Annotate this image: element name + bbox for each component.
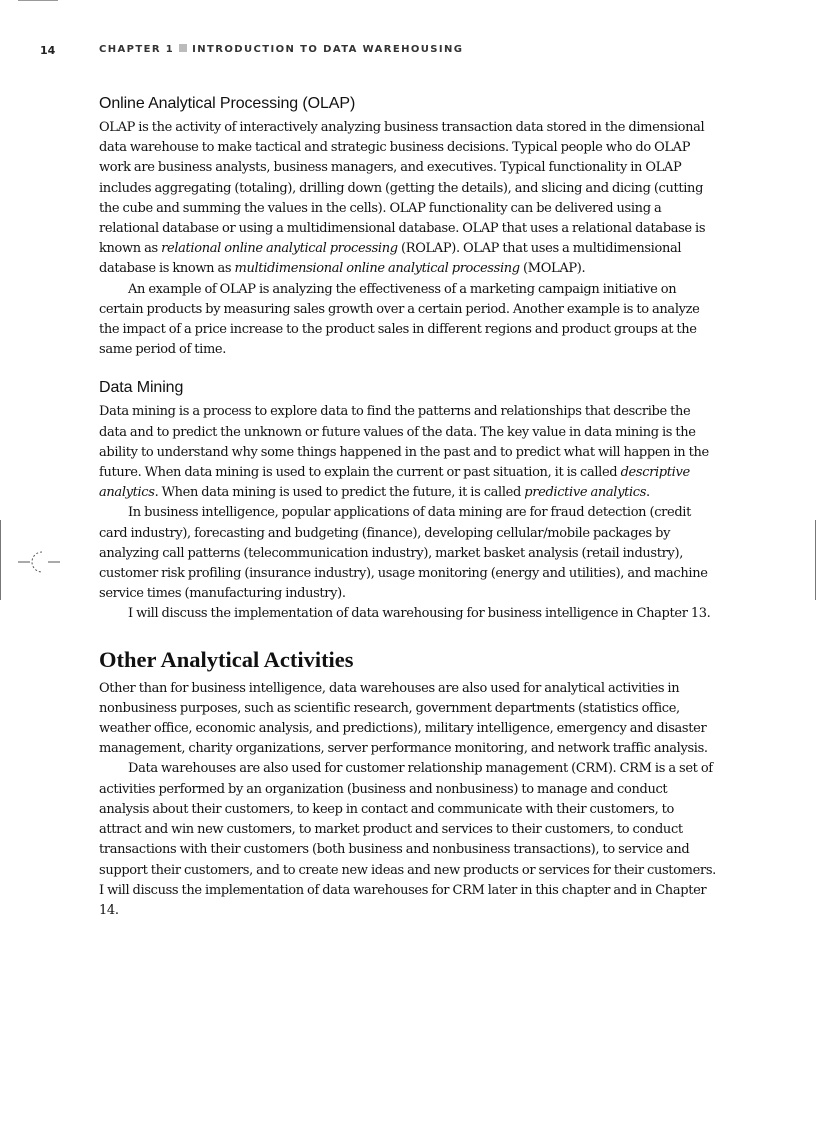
olap-heading: Online Analytical Processing (OLAP) bbox=[99, 95, 356, 112]
rolap-term: relational online analytical processing bbox=[161, 241, 398, 257]
separator-square-icon bbox=[179, 44, 187, 52]
other-activities-heading: Other Analytical Activities bbox=[99, 646, 354, 672]
left-crop-mark bbox=[0, 520, 1, 600]
mining-paragraph-1: Data mining is a process to explore data to find the patterns and relationships that describe the data and to predict the unknown or future values of the data. The key value in data mining is the ability to understand why some things happened in the past and to predict what will happen in the future. When data mining is used to explain the current or past situation, it is called descriptive analytics. When data mining is used to predict the future, it is called predictive analytics. bbox=[99, 404, 709, 501]
other-paragraph-1: Other than for business intelligence, data warehouses are also used for analytical activities in nonbusiness purposes, such as scientific research, government departments (statistics office, weather office, economic analysis, and predictions), military intelligence, emergency and disaster management, charity organizations, server performance monitoring, and network traffic analysis. bbox=[99, 680, 708, 757]
top-crop-rule bbox=[18, 0, 58, 1]
registration-mark-icon bbox=[18, 548, 60, 578]
chapter-title: INTRODUCTION TO DATA WAREHOUSING bbox=[192, 44, 464, 55]
olap-paragraph-2: An example of OLAP is analyzing the effectiveness of a marketing campaign initiative on certain products by measuring sales growth over a certain period. Another example is to analyze the impact of a price increase to the product sales in different regions and product groups at the same period of time. bbox=[99, 281, 700, 358]
page-number: 14 bbox=[40, 44, 56, 57]
mining-paragraph-2: In business intelligence, popular applications of data mining are for fraud detection (credit card industry), forecasting and budgeting (finance), developing cellular/mobile packages by analyzing call patterns (telecommunication industry), market basket analysis (retail industry), customer risk profiling (insurance industry), usage monitoring (energy and utilities), and machine service times (manufacturing industry). bbox=[99, 505, 708, 602]
chapter-label: CHAPTER 1 bbox=[99, 44, 175, 55]
olap-paragraph-1: OLAP is the activity of interactively analyzing business transaction data stored in the dimensional data warehouse to make tactical and strategic business decisions. Typical people who do OLAP work are business analysts, business managers, and executives. Typical functionality in OLAP includes aggregating (totaling), drilling down (getting the details), and slicing and dicing (cutting the cube and summing the values in the cells). OLAP functionality can be delivered using a relational database or using a multidimensional database. OLAP that uses a relational database is known as relational online analytical processing (ROLAP). OLAP that uses a multidimensional database is known as multidimensional online analytical processing (MOLAP). bbox=[99, 120, 706, 277]
running-header bbox=[99, 44, 463, 55]
other-paragraph-2: Data warehouses are also used for customer relationship management (CRM). CRM is a set of activities performed by an organization (business and nonbusiness) to manage and conduct analysis about their customers, to keep in contact and communicate with their customers, to attract and win new customers, to market product and services to their customers, to conduct transactions with their customers (both business and nonbusiness transactions), to service and support their customers, and to create new ideas and new products or services for their customers. I will discuss the implementation of data warehouses for CRM later in this chapter and in Chapter 14. bbox=[99, 761, 716, 918]
data-mining-heading: Data Mining bbox=[99, 379, 184, 397]
predictive-analytics-term: predictive analytics bbox=[524, 485, 647, 501]
molap-term: multidimensional online analytical processing bbox=[234, 261, 520, 277]
descriptive-analytics-term: descriptive analytics bbox=[99, 465, 690, 501]
mining-paragraph-3: I will discuss the implementation of data warehousing for business intelligence in Chapter 13. bbox=[128, 606, 711, 622]
page-body bbox=[99, 95, 719, 921]
